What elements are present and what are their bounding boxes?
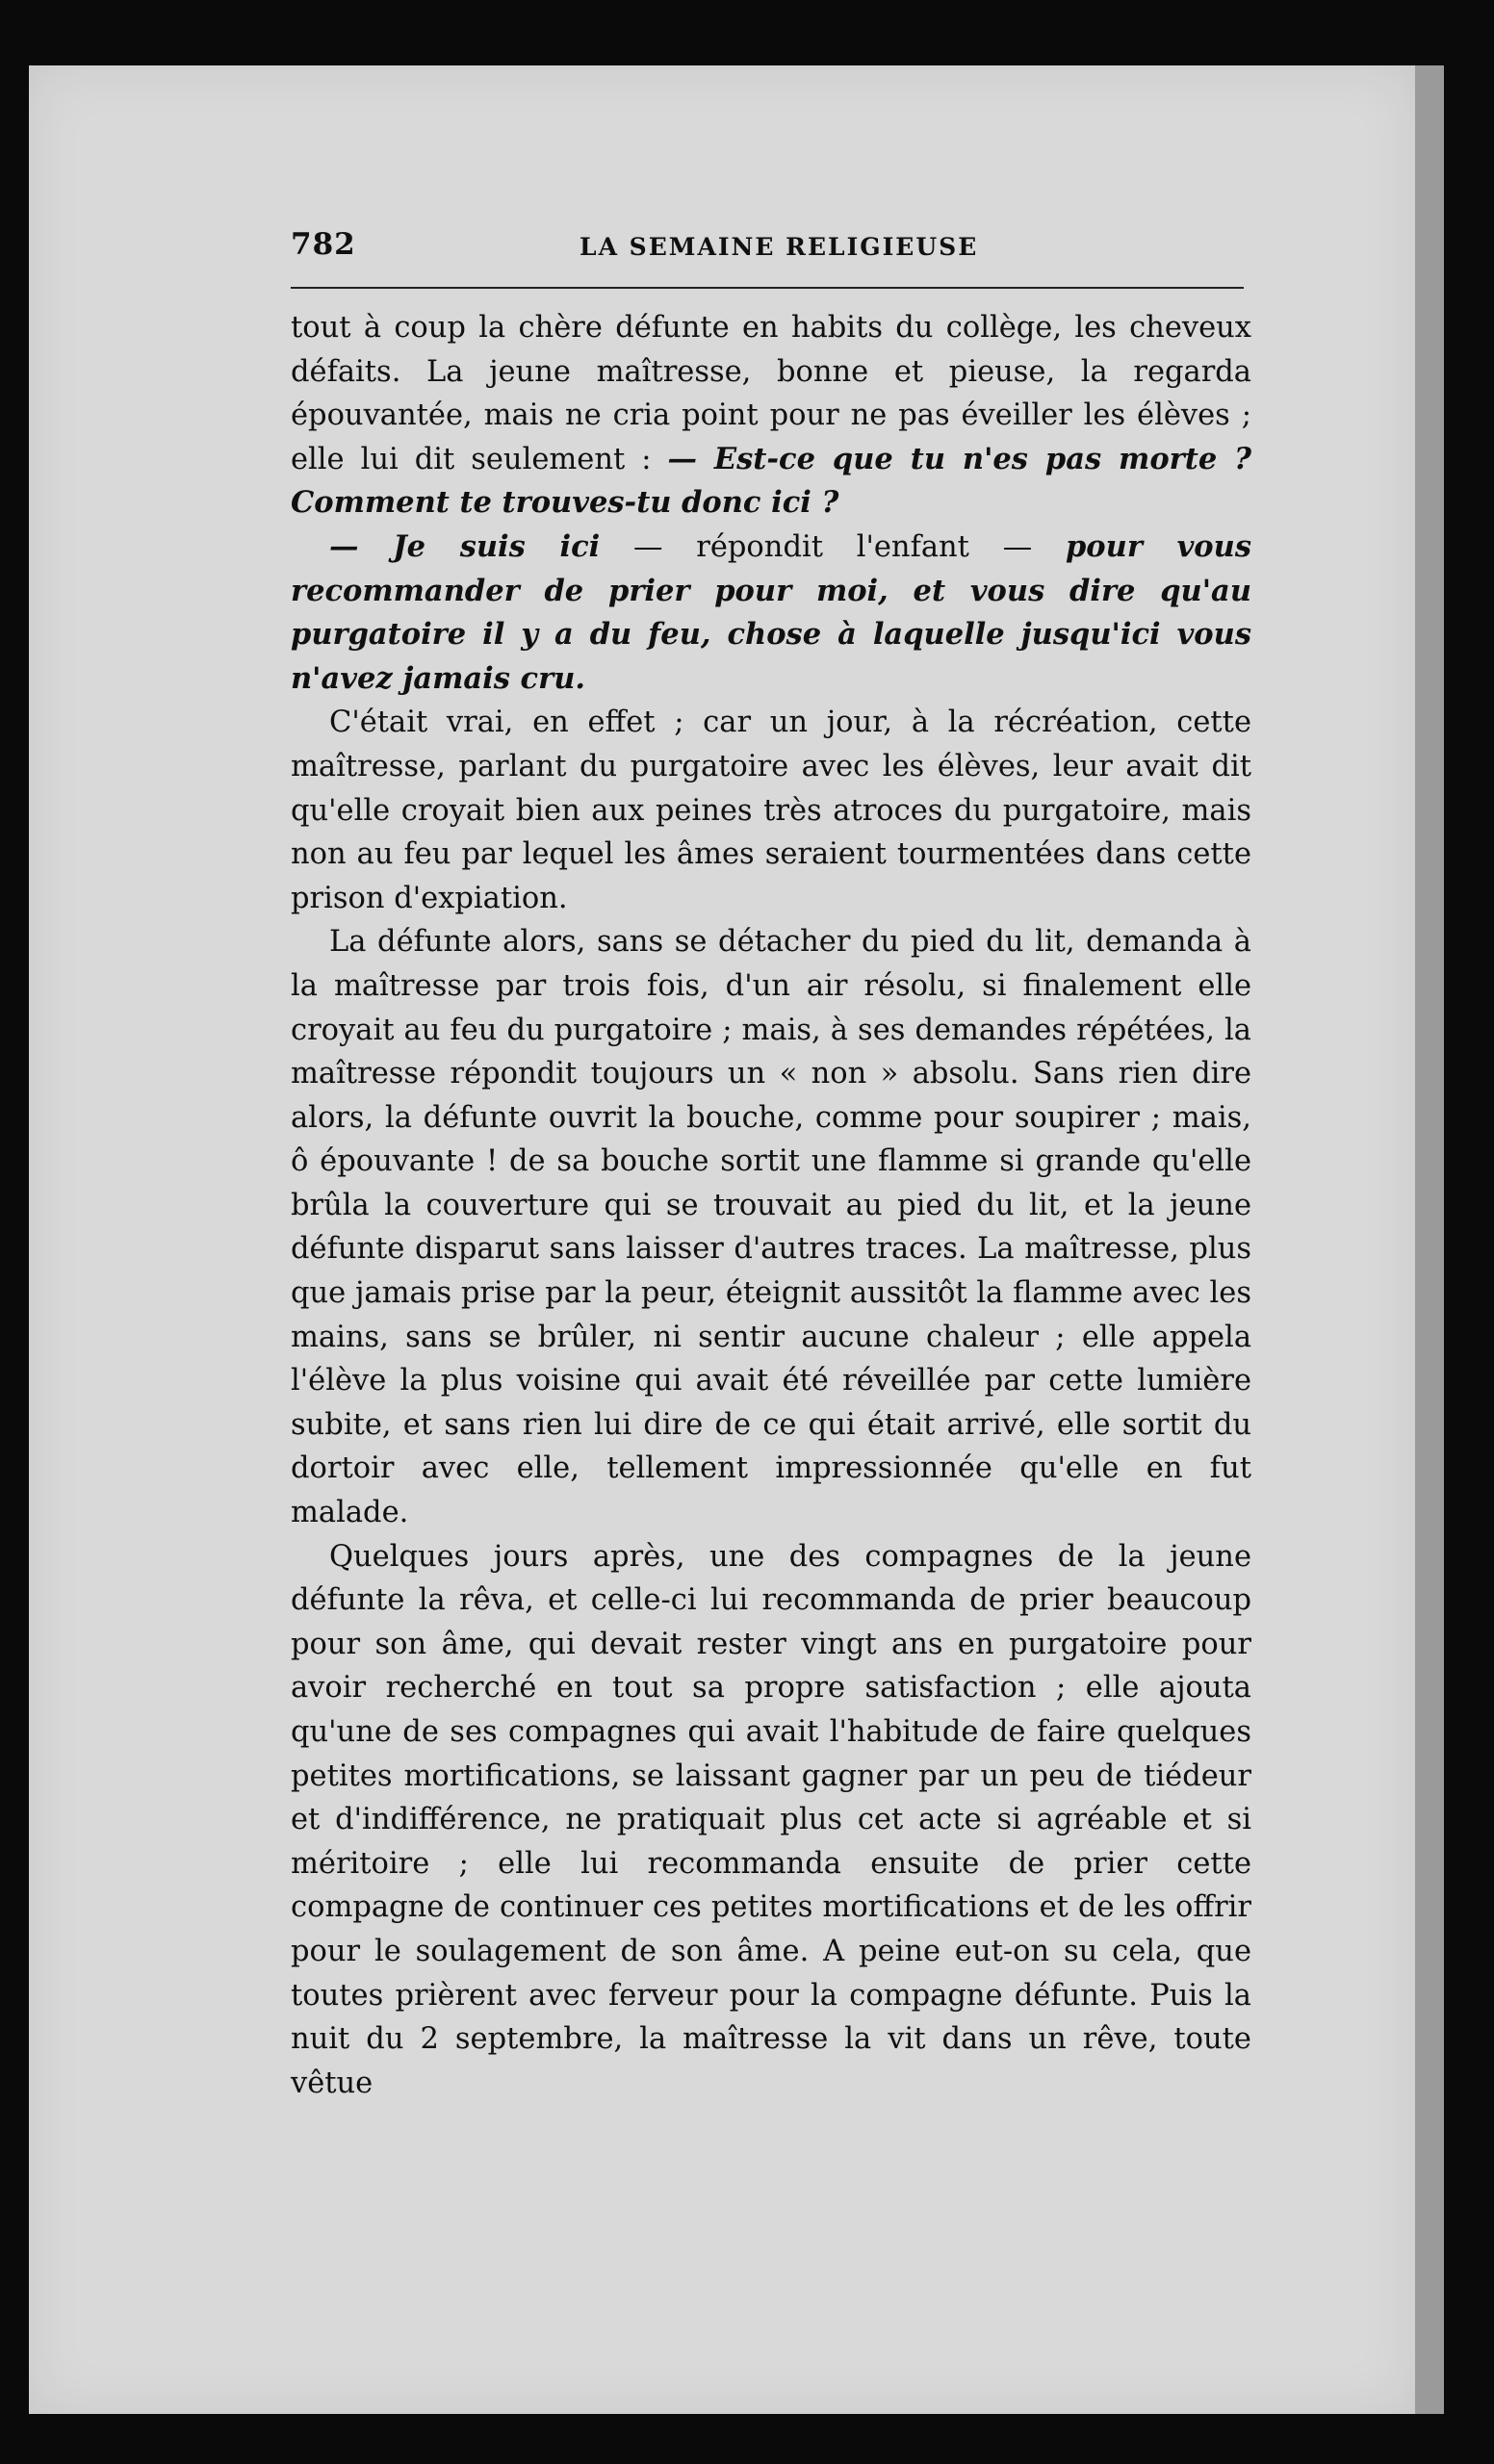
header-rule xyxy=(291,287,1244,289)
page-number: 782 xyxy=(291,227,356,262)
paragraph-5: Quelques jours après, une des compagnes de la jeune défunte la rêva, et celle-ci lui recommanda de prier beaucoup pour son âme, qui devait rester vingt ans en purgatoire pour avoir recherché en tout sa propre satisfaction ; elle ajouta qu'une de ses compagnes qui avait l'habitude de faire quelques petites mortifications, se laissant gagner par un peu de tiédeur et d'indifférence, ne pratiquait plus cet acte si agréable et si méritoire ; elle lui recommanda ensuite de prier cette compagne de continuer ces petites mortifications et de les offrir pour le soulagement de son âme. A peine eut-on su cela, que toutes prièrent avec ferveur pour la compagne défunte. Puis la nuit du 2 septembre, la maîtresse la vit dans un rêve, toute vêtue xyxy=(291,1539,1251,2100)
paragraph-1 xyxy=(291,306,1251,526)
page-content xyxy=(291,221,1251,2105)
paragraph-1-text: tout à coup la chère défunte en habits du collège, les cheveux défaits. La jeune maîtresse, bonne et pieuse, la regarda épouvantée, mais ne cria point pour ne pas éveiller les élèves ; elle lui dit seulement : xyxy=(291,311,1251,476)
paragraph-2-text: — répondit l'enfant — xyxy=(600,529,1066,564)
paragraph-4: La défunte alors, sans se détacher du pied du lit, demanda à la maîtresse par trois fois, d'un air résolu, si finalement elle croyait au feu du purgatoire ; mais, à ses demandes répétées, la maîtresse répondit toujours un « non » absolu. Sans rien dire alors, la défunte ouvrit la bouche, comme pour soupirer ; mais, ô épouvante ! de sa bouche sortit une flamme si grande qu'elle brûla la couverture qui se trouvait au pied du lit, et la jeune défunte disparut sans laisser d'autres traces. La maîtresse, plus que jamais prise par la peur, éteignit aussitôt la flamme avec les mains, sans se brûler, ni sentir aucune chaleur ; elle appela l'élève la plus voisine qui avait été réveillée par cette lumière subite, et sans rien lui dire de ce qui était arrivé, elle sortit du dortoir avec elle, tellement impressionnée qu'elle en fut malade. xyxy=(291,925,1251,1530)
paragraph-2-italic-a: — Je suis ici xyxy=(329,528,601,564)
running-head xyxy=(291,221,1251,279)
paragraph-1-italic: — Est-ce que tu n'es pas morte ? Comment te trouves-tu donc ici ? xyxy=(291,441,1251,521)
running-title: LA SEMAINE RELIGIEUSE xyxy=(580,233,979,261)
paragraph-2 xyxy=(291,526,1251,701)
page-edge xyxy=(1415,65,1444,2414)
body-text xyxy=(291,306,1251,2105)
paragraph-2-italic-b: pour vous recommander de prier pour moi, et vous dire qu'au purgatoire il y a du feu, chose à laquelle jusqu'ici vous n'avez jamais cru. xyxy=(291,528,1251,696)
paragraph-3: C'était vrai, en effet ; car un jour, à la récréation, cette maîtresse, parlant du purgatoire avec les élèves, leur avait dit qu'elle croyait bien aux peines très atroces du purgatoire, mais non au feu par lequel les âmes seraient tourmentées dans cette prison d'expiation. xyxy=(291,706,1251,915)
